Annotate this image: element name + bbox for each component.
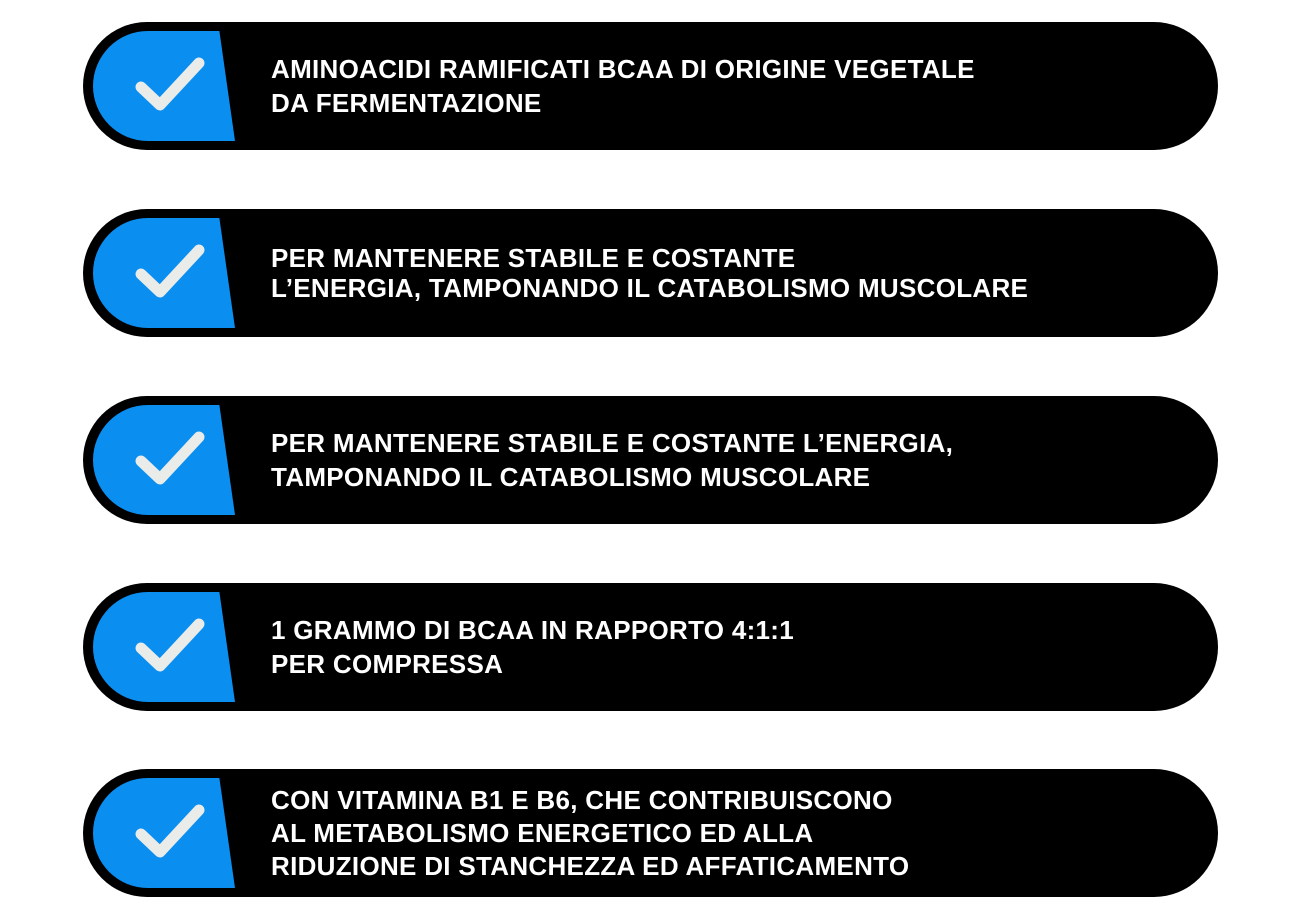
check-badge — [93, 778, 235, 888]
feature-text-line: PER MANTENERE STABILE E COSTANTE — [271, 243, 796, 273]
check-icon — [133, 800, 207, 862]
feature-text-line: DA FERMENTAZIONE — [271, 88, 542, 118]
feature-item-3 — [83, 396, 1218, 524]
feature-item-2 — [83, 209, 1218, 337]
feature-text-line: CON VITAMINA B1 E B6, CHE CONTRIBUISCONO — [271, 784, 893, 815]
check-badge — [93, 31, 235, 141]
feature-text-line: PER COMPRESSA — [271, 649, 504, 679]
feature-text — [271, 769, 1158, 897]
feature-item-1 — [83, 22, 1218, 150]
check-icon — [133, 240, 207, 302]
feature-text — [271, 396, 1158, 524]
feature-text-line: PER MANTENERE STABILE E COSTANTE L’ENERGIA, — [271, 428, 954, 458]
feature-text — [271, 583, 1158, 711]
check-icon — [133, 427, 207, 489]
check-icon — [133, 53, 207, 115]
feature-text — [271, 209, 1158, 337]
feature-text-line: AL METABOLISMO ENERGETICO ED ALLA — [271, 817, 814, 848]
feature-item-4 — [83, 583, 1218, 711]
feature-text-line: RIDUZIONE DI STANCHEZZA ED AFFATICAMENTO — [271, 850, 910, 881]
feature-text-line: L’ENERGIA, TAMPONANDO IL CATABOLISMO MUSCOLARE — [271, 273, 1029, 303]
feature-text-line: AMINOACIDI RAMIFICATI BCAA DI ORIGINE VEGETALE — [271, 54, 975, 84]
check-badge — [93, 405, 235, 515]
check-badge — [93, 592, 235, 702]
check-badge — [93, 218, 235, 328]
check-icon — [133, 614, 207, 676]
feature-text — [271, 22, 1158, 150]
feature-text-line: TAMPONANDO IL CATABOLISMO MUSCOLARE — [271, 462, 871, 492]
feature-text-line: 1 GRAMMO DI BCAA IN RAPPORTO 4:1:1 — [271, 615, 795, 645]
feature-item-5 — [83, 769, 1218, 897]
